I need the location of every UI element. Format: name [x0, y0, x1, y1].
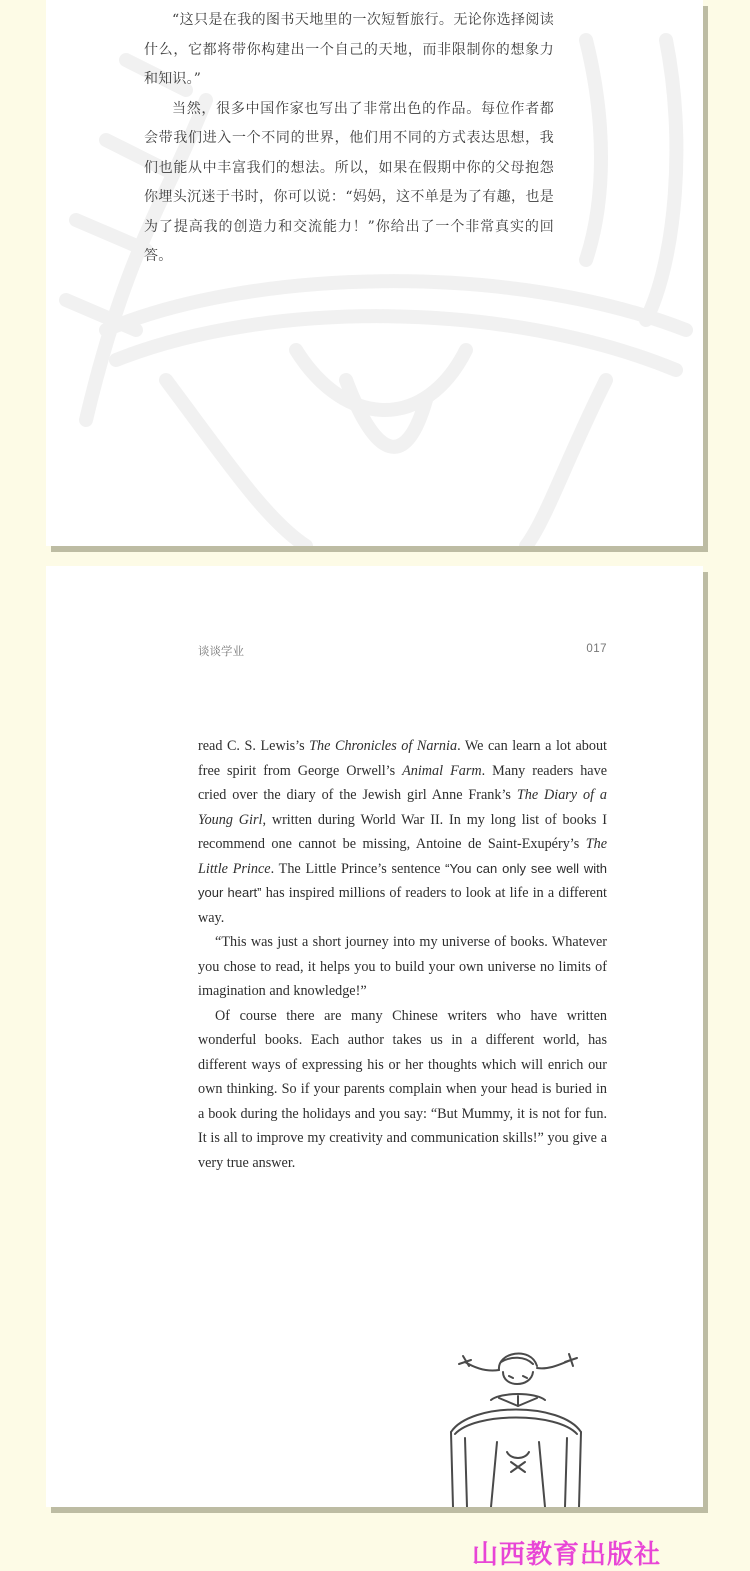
- page-number: 017: [586, 643, 607, 655]
- chinese-body-text: [144, 6, 554, 272]
- book-title: Animal Farm: [402, 762, 482, 779]
- english-paragraph-2: “This was just a short journey into my universe of books. Whatever you chose to read, it helps you to build your own universe no limits of imagination and knowledge!”: [198, 934, 607, 999]
- book-title: The Little Prince: [198, 836, 607, 877]
- chinese-paragraph: “这只是在我的图书天地里的一次短暂旅行。无论你选择阅读什么，它都将带你构建出一个自己的天地，而非限制你的想象力和知识。”: [144, 12, 554, 87]
- english-paragraph-3: Of course there are many Chinese writers who have written wonderful books. Each author takes us in a different world, has different ways of expressing his or her thoughts which will enrich our own thinking. So if your parents complain when your head is buried in a book during the holidays and you say: “But Mummy, it is not for fun. It is all to improve my creativity and communication skills!” you give a very true answer.: [198, 1007, 607, 1171]
- english-paragraph-1: read C. S. Lewis’s The Chronicles of Narnia. We can learn a lot about free spirit from George Orwell’s Animal Farm. Many readers have cried over the diary of the Jewish girl Anne Frank’s The Diary of a Young Girl, written during World War II. In my long list of books I recommend one cannot be missing, Antoine de Saint-Exupéry’s The Little Prince. The Little Prince’s sentence “You can only see well with your heart” has inspired millions of readers to look at life in a different way.: [198, 738, 608, 926]
- bottom-page: [46, 566, 703, 1507]
- quote: “You can only see well with your heart”: [198, 860, 608, 900]
- chinese-paragraph: 当然，很多中国作家也写出了非常出色的作品。每位作者都会带我们进入一个不同的世界，他们用不同的方式表达思想，我们也能从中丰富我们的想法。所以，如果在假期中你的父母抱怨你埋头沉迷于书时，你可以说：“妈妈，这不单是为了有趣，也是为了提高我的创造力和交流能力！”你给出了一个非常真实的回答。: [144, 100, 554, 264]
- publisher-watermark: 山西教育出版社: [472, 1540, 662, 1570]
- running-head-section: 谈谈学业: [198, 644, 244, 658]
- book-title: The Diary of a Young Girl: [198, 787, 607, 828]
- english-body-text: [198, 734, 607, 1175]
- book-title: The Chronicles of Narnia: [309, 738, 458, 754]
- girl-reading-illustration: [441, 1342, 591, 1507]
- top-page: [46, 0, 703, 546]
